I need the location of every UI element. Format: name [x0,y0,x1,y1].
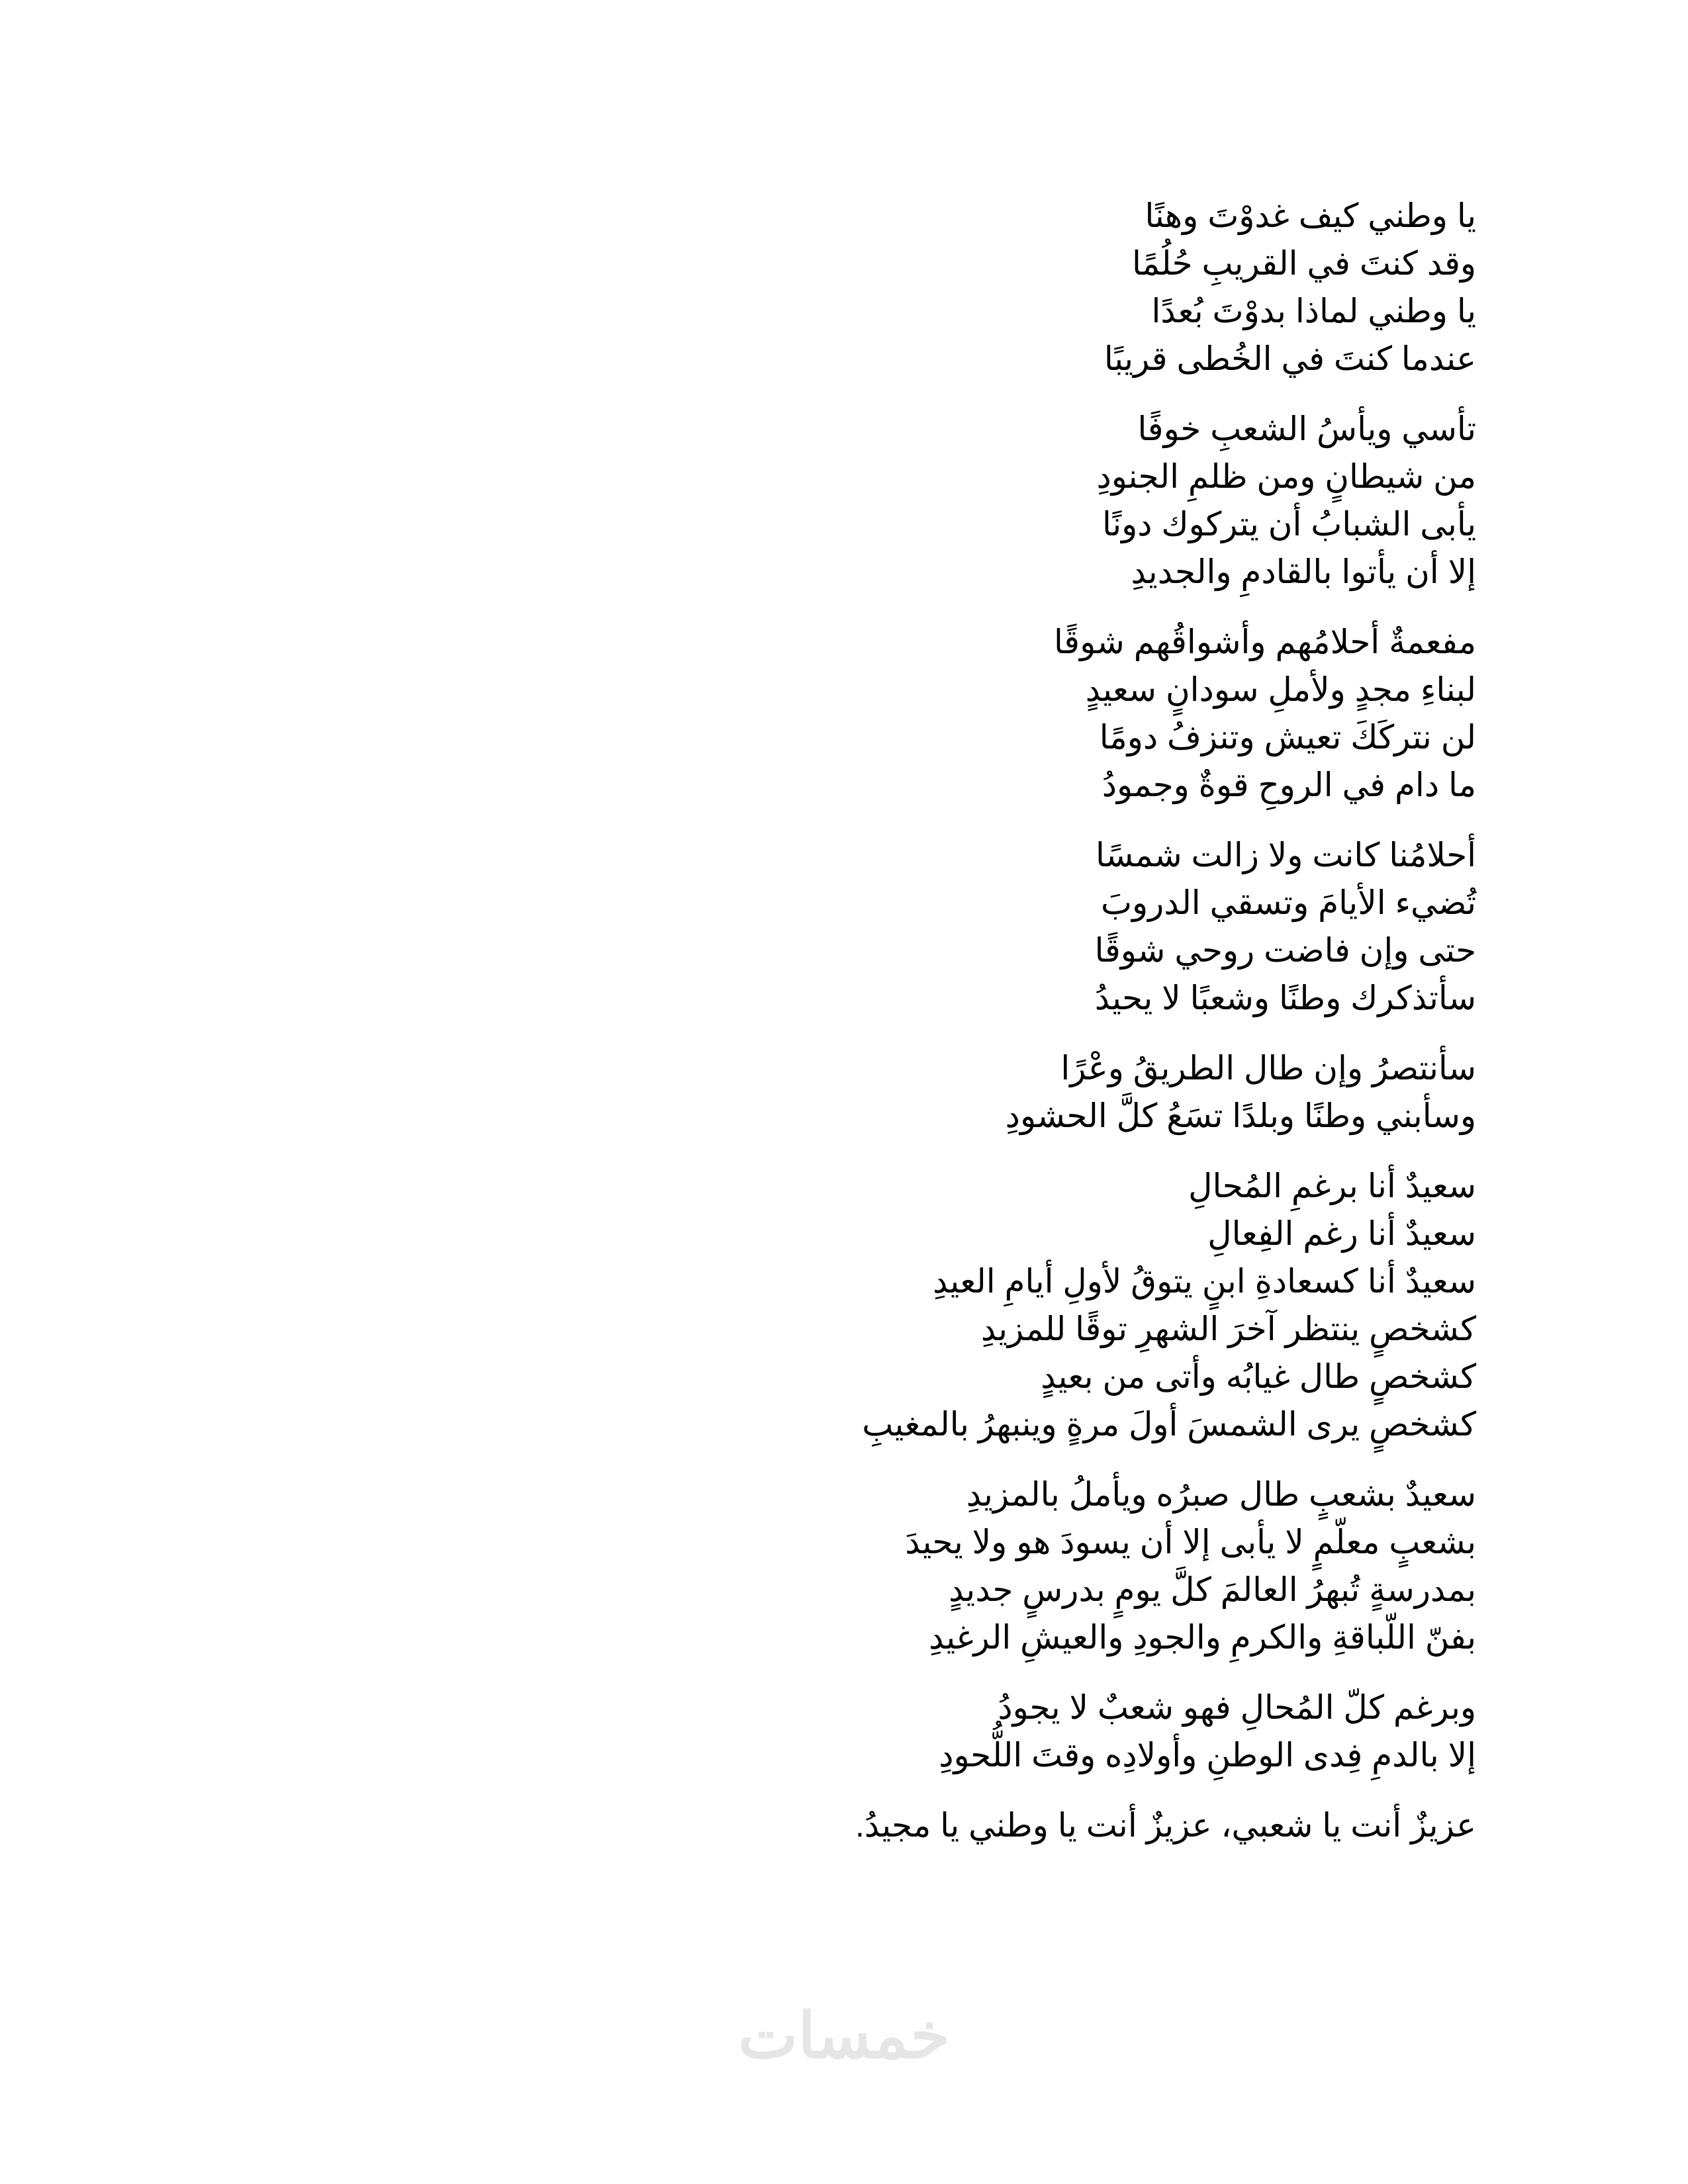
poem-line: سعيدٌ بشعبٍ طال صبرُه ويأملُ بالمزيدِ [966,1476,1476,1513]
poem-line: يا وطني كيف غدوْتَ وهنًا [1145,197,1476,234]
poem-line: لن نتركَكَ تعيش وتنزفُ دومًا [1099,719,1476,756]
poem-line: أحلامُنا كانت ولا زالت شمسًا [1095,837,1476,874]
poem-line: كشخصٍ ينتظر آخرَ الشهرِ توقًا للمزيدِ [980,1310,1476,1347]
stanza [132,831,1476,1022]
stanza [132,1044,1476,1140]
poem-line: يأبى الشبابُ أن يتركوك دونًا [1102,506,1476,543]
poem-line: كشخصٍ يرى الشمسَ أولَ مرةٍ وينبهرُ بالمغيبِ [862,1406,1476,1443]
stanza [132,618,1476,809]
watermark-logo: خمسات [737,2001,951,2071]
poem-line: لبناءِ مجدٍ ولأملِ سودانٍ سعيدٍ [1085,671,1476,708]
poem-line: مفعمةٌ أحلامُهم وأشواقُهم شوقًا [1053,623,1476,660]
poem-line: بمدرسةٍ تُبهرُ العالمَ كلَّ يومٍ بدرسٍ جديدٍ [949,1571,1476,1608]
poem-line: يا وطني لماذا بدوْتَ بُعدًا [1151,293,1476,330]
poem-line: تُضيء الأيامَ وتسقي الدروبَ [1100,884,1476,921]
poem-line: بفنّ اللّباقةِ والكرمِ والجودِ والعيشِ الرغيدِ [929,1619,1476,1656]
stanza [132,1471,1476,1661]
poem-line: عزيزٌ أنت يا شعبي، عزيزٌ أنت يا وطني يا مجيدُ. [855,1807,1476,1844]
poem-body [132,192,1476,1872]
poem-line: سعيدٌ أنا برغمِ المُحالِ [1188,1167,1476,1205]
poem-line: سأنتصرُ وإن طال الطريقُ وعْرًا [1060,1050,1476,1087]
poem-line: عندما كنتَ في الخُطى قريبًا [1103,340,1476,377]
poem-line: كشخصٍ طال غيابُه وأتى من بعيدٍ [1041,1358,1476,1395]
poem-line: سعيدٌ أنا رغم الفِعالِ [1207,1215,1476,1252]
poem-line: ما دام في الروحِ قوةٌ وجمودُ [1102,766,1476,803]
poem-line: وقد كنتَ في القريبِ حُلُمًا [1131,245,1476,282]
poem-line: إلا بالدمِ فِدى الوطنِ وأولادِه وقتَ اللُّحودِ [939,1737,1476,1774]
stanza [132,1162,1476,1448]
stanza [132,1684,1476,1779]
poem-line: بشعبٍ معلّمٍ لا يأبى إلا أن يسودَ هو ولا يحيدَ [905,1524,1476,1561]
stanza [132,1801,1476,1849]
poem-line: من شيطانٍ ومن ظلمِ الجنودِ [1096,458,1476,495]
stanza [132,192,1476,383]
poem-line: وبرغم كلّ المُحالِ فهو شعبٌ لا يجودُ [998,1689,1476,1726]
poem-line: وسأبني وطنًا وبلدًا تسَعُ كلَّ الحشودِ [1005,1097,1476,1134]
poem-line: إلا أن يأتوا بالقادمِ والجديدِ [1131,553,1476,590]
stanza [132,405,1476,596]
poem-line: حتى وإن فاضت روحي شوقًا [1094,932,1476,969]
poem-line: سعيدٌ أنا كسعادةِ ابنٍ يتوقُ لأولِ أيامِ العيدِ [933,1263,1476,1300]
poem-line: تأسي ويأسُ الشعبِ خوفًا [1137,410,1476,447]
poem-line: سأتذكرك وطنًا وشعبًا لا يحيدُ [1094,979,1476,1017]
